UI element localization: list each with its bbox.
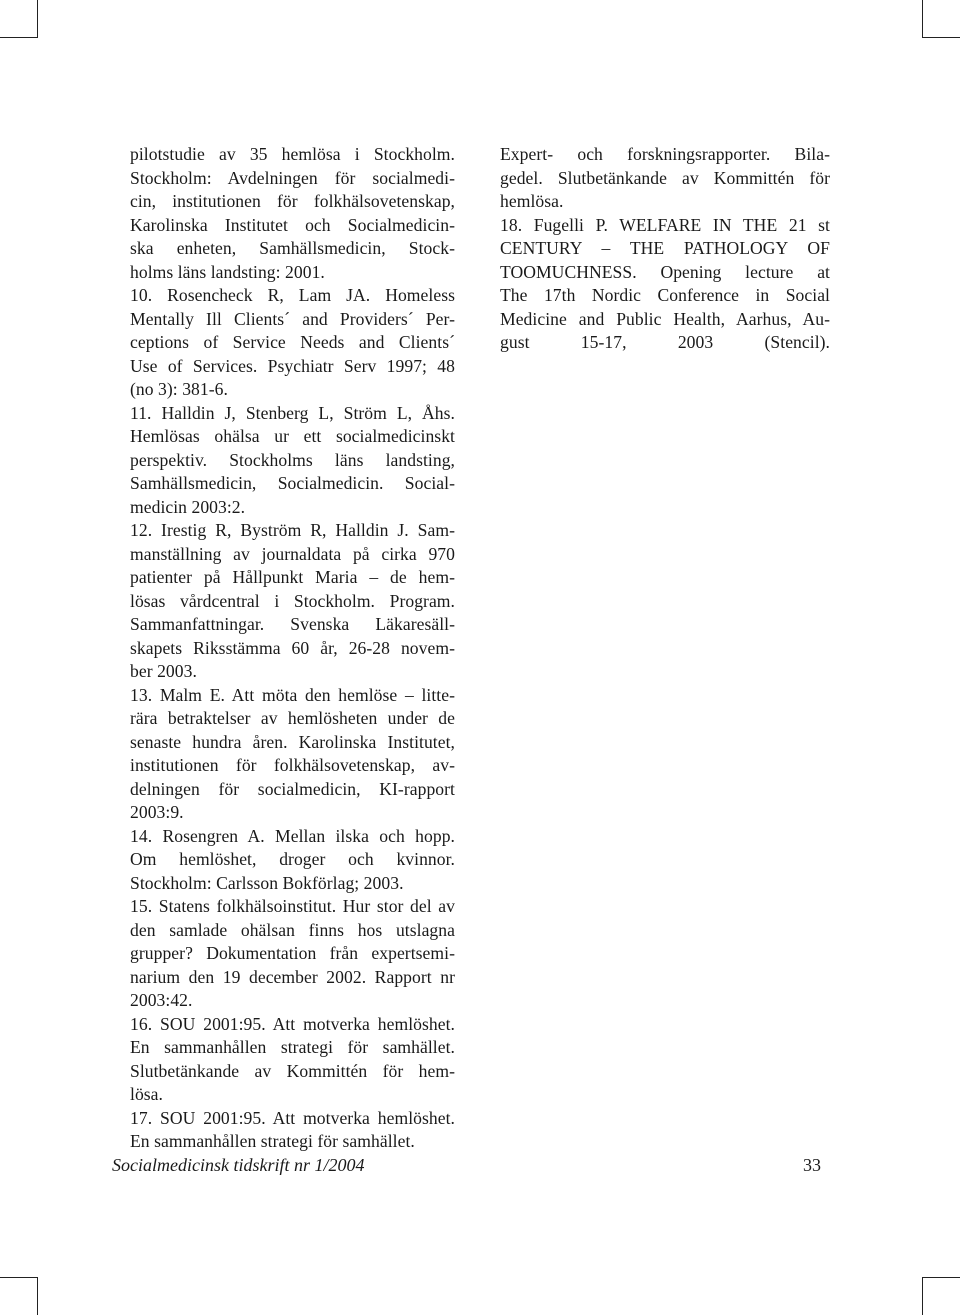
reference-line: 14. Rosengren A. Mellan ilska och hopp. [130,825,455,846]
reference-line: 12. Irestig R, Byström R, Halldin J. Sam- [130,520,455,540]
reference-line: CENTURY – THE PATHOLOGY OF [500,238,830,258]
reference-line: cin, institutionen för folkhälsovetenskap, [130,191,455,211]
footer-journal-title: Socialmedicinsk tidskrift nr 1/2004 [112,1155,365,1175]
reference-line: 15. Statens folkhälsoinstitut. Hur stor del av [130,896,455,916]
reference-line: patienter på Hållpunkt Maria – de hem- [130,567,455,587]
reference-line: En sammanhållen strategi för samhället. [130,1037,455,1057]
reference-line: Use of Services. Psychiatr Serv 1997; 48 [130,355,455,376]
crop-mark-bottom-right-h [922,1277,960,1278]
reference-line: ska enheten, Samhällsmedicin, Stock- [130,238,455,258]
reference-line: 10. Rosencheck R, Lam JA. Homeless [130,285,455,305]
reference-line: narium den 19 december 2002. Rapport nr [130,966,455,987]
reference-line: skapets Riksstämma 60 år, 26-28 novem- [130,637,455,658]
reference-line: Expert- och forskningsrapporter. Bila- [500,144,830,164]
reference-line: senaste hundra åren. Karolinska Institutet, [130,731,455,752]
reference-line: ber 2003. [130,661,197,681]
crop-mark-bottom-left-h [0,1277,38,1278]
reference-line: 16. SOU 2001:95. Att motverka hemlöshet. [130,1013,455,1034]
reference-line: holms läns landsting: 2001. [130,261,325,282]
reference-line: gedel. Slutbetänkande av Kommittén för [500,167,830,188]
reference-column-right [500,143,830,355]
reference-line: Sammanfattningar. Svenska Läkaresäll- [130,614,455,634]
reference-line: grupper? Dokumentation från expertsemi- [130,943,455,963]
reference-line: medicin 2003:2. [130,496,246,517]
reference-line: Medicine and Public Health, Aarhus, Au- [500,308,830,329]
crop-mark-top-left-v [37,0,38,38]
reference-line: 13. Malm E. Att möta den hemlöse – litte- [130,684,455,705]
reference-line: lösas vårdcentral i Stockholm. Program. [130,590,455,611]
reference-line: 17. SOU 2001:95. Att motverka hemlöshet. [130,1107,455,1128]
reference-line: Slutbetänkande av Kommittén för hem- [130,1060,455,1081]
reference-line: pilotstudie av 35 hemlösa i Stockholm. [130,144,455,164]
reference-line: Stockholm: Avdelningen för socialmedi- [130,167,455,188]
reference-line: ceptions of Service Needs and Clients´ [130,332,455,352]
crop-mark-bottom-left-v [37,1277,38,1315]
reference-line: delningen för socialmedicin, KI-rapport [130,778,455,799]
reference-line: gust 15-17, 2003 (Stencil). [500,332,830,352]
reference-line: Karolinska Institutet och Socialmedicin- [130,214,455,235]
crop-mark-top-right-v [922,0,923,38]
reference-line: En sammanhållen strategi för samhället. [130,1131,415,1151]
page-number: 33 [803,1155,821,1175]
reference-line: The 17th Nordic Conference in Social [500,285,830,305]
reference-line: TOOMUCHNESS. Opening lecture at [500,261,830,282]
reference-line: Mentally Ill Clients´ and Providers´ Per- [130,308,455,329]
reference-line: rära betraktelser av hemlösheten under de [130,708,455,728]
reference-line: 2003:42. [130,990,193,1010]
reference-line: Om hemlöshet, droger och kvinnor. [130,849,455,869]
reference-line: institutionen för folkhälsovetenskap, av- [130,755,455,775]
crop-mark-bottom-right-v [922,1277,923,1315]
reference-line: Samhällsmedicin, Socialmedicin. Social- [130,473,455,493]
reference-line: den samlade ohälsan finns hos utslagna [130,919,455,940]
reference-line: lösa. [130,1084,163,1104]
reference-line: 18. Fugelli P. WELFARE IN THE 21 st [500,214,830,235]
reference-line: (no 3): 381-6. [130,379,228,399]
reference-line: hemlösa. [500,191,564,211]
reference-line: 11. Halldin J, Stenberg L, Ström L, Åhs. [130,402,455,423]
crop-mark-top-right-h [922,37,960,38]
reference-line: Stockholm: Carlsson Bokförlag; 2003. [130,872,404,893]
crop-mark-top-left-h [0,37,38,38]
reference-line: manställning av journaldata på cirka 970 [130,543,455,564]
reference-line: perspektiv. Stockholms läns landsting, [130,449,455,470]
reference-column-left [130,143,455,1154]
reference-line: Hemlösas ohälsa ur ett socialmedicinskt [130,426,455,446]
reference-line: 2003:9. [130,802,184,822]
